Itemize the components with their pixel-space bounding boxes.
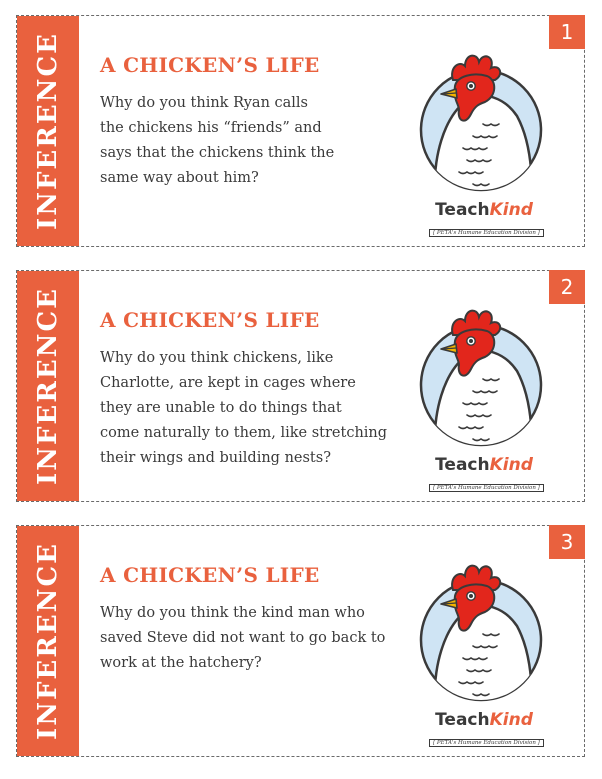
teachkind-logo <box>429 201 539 238</box>
logo-text-teach: Teach <box>435 455 490 475</box>
logo-subtitle: [ PETA's Humane Education Division ] <box>429 229 544 237</box>
chicken-illustration <box>413 301 549 453</box>
teachkind-logo <box>429 456 539 493</box>
logo-text-teach: Teach <box>435 200 490 220</box>
category-label: INFERENCE <box>33 32 63 230</box>
card-title: A CHICKEN’S LIFE <box>100 308 320 332</box>
card-number-badge: 2 <box>549 270 585 304</box>
category-label: INFERENCE <box>33 542 63 740</box>
question-card-3 <box>16 525 585 757</box>
chicken-illustration <box>413 46 549 198</box>
category-label: INFERENCE <box>33 287 63 485</box>
card-number-badge: 1 <box>549 15 585 49</box>
category-strip <box>17 526 79 756</box>
question-text: Why do you think the kind man who saved Steve did not want to go back to work at the hatchery? <box>100 605 386 671</box>
question-text: Why do you think chickens, like Charlotte, are kept in cages where they are unable to do things that come naturally to them, like stretching their wings and building nests? <box>100 350 388 466</box>
card-title: A CHICKEN’S LIFE <box>100 563 320 587</box>
logo-text-kind: Kind <box>489 710 533 730</box>
question-text: Why do you think Ryan calls the chickens his “friends” and says that the chickens think the same way about him? <box>100 95 335 186</box>
card-title: A CHICKEN’S LIFE <box>100 53 320 77</box>
teachkind-logo <box>429 711 539 748</box>
logo-text-kind: Kind <box>489 200 533 220</box>
chicken-illustration <box>413 556 549 708</box>
logo-text-kind: Kind <box>489 455 533 475</box>
category-strip <box>17 16 79 246</box>
logo-text-teach: Teach <box>435 710 490 730</box>
card-number-badge: 3 <box>549 525 585 559</box>
category-strip <box>17 271 79 501</box>
logo-subtitle: [ PETA's Humane Education Division ] <box>429 739 544 747</box>
logo-subtitle: [ PETA's Humane Education Division ] <box>429 484 544 492</box>
question-card-2 <box>16 270 585 502</box>
question-card-1 <box>16 15 585 247</box>
